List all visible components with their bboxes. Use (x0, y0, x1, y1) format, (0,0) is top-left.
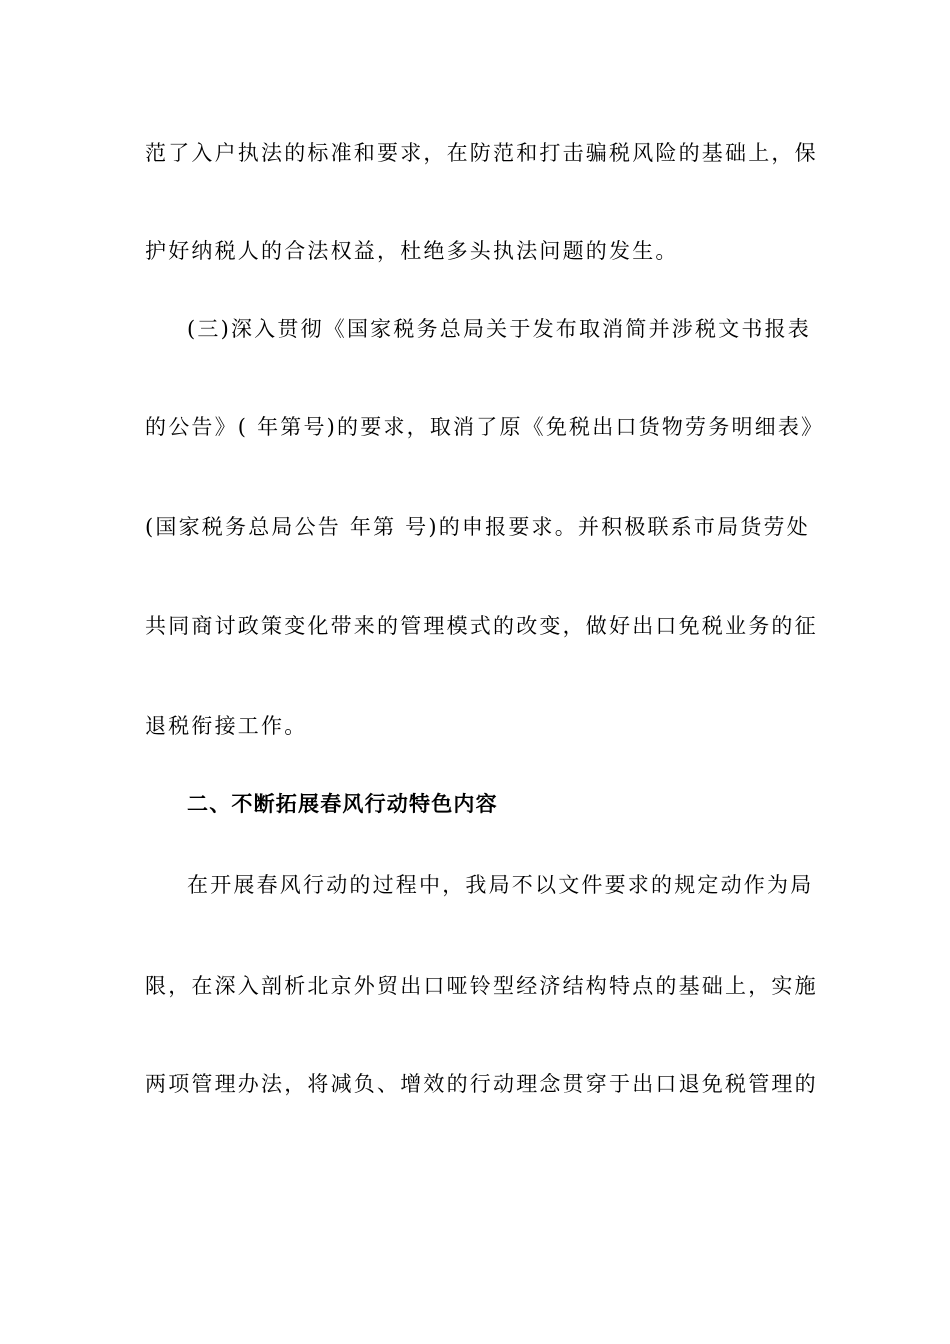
paragraph-line-9: 在开展春风行动的过程中，我局不以文件要求的规定动作为局 (187, 873, 814, 897)
paragraph-line-6: 共同商讨政策变化带来的管理模式的改变，做好出口免税业务的征 (145, 614, 818, 638)
paragraph-line-10: 限，在深入剖析北京外贸出口哑铃型经济结构特点的基础上，实施 (145, 974, 818, 998)
paragraph-line-2: 护好纳税人的合法权益，杜绝多头执法问题的发生。 (145, 239, 679, 263)
paragraph-line-1: 范了入户执法的标准和要求，在防范和打击骗税风险的基础上，保 (145, 141, 818, 165)
paragraph-line-3: (三)深入贯彻《国家税务总局关于发布取消简并涉税文书报表 (187, 317, 811, 341)
section-heading: 二、不断拓展春风行动特色内容 (187, 792, 498, 816)
paragraph-line-4: 的公告》( 年第号)的要求，取消了原《免税出口货物劳务明细表》 (145, 415, 825, 439)
paragraph-line-7: 退税衔接工作。 (145, 714, 308, 738)
paragraph-line-11: 两项管理办法，将减负、增效的行动理念贯穿于出口退免税管理的 (145, 1072, 818, 1096)
paragraph-line-5: (国家税务总局公告 年第 号)的申报要求。并积极联系市局货劳处 (145, 515, 810, 539)
